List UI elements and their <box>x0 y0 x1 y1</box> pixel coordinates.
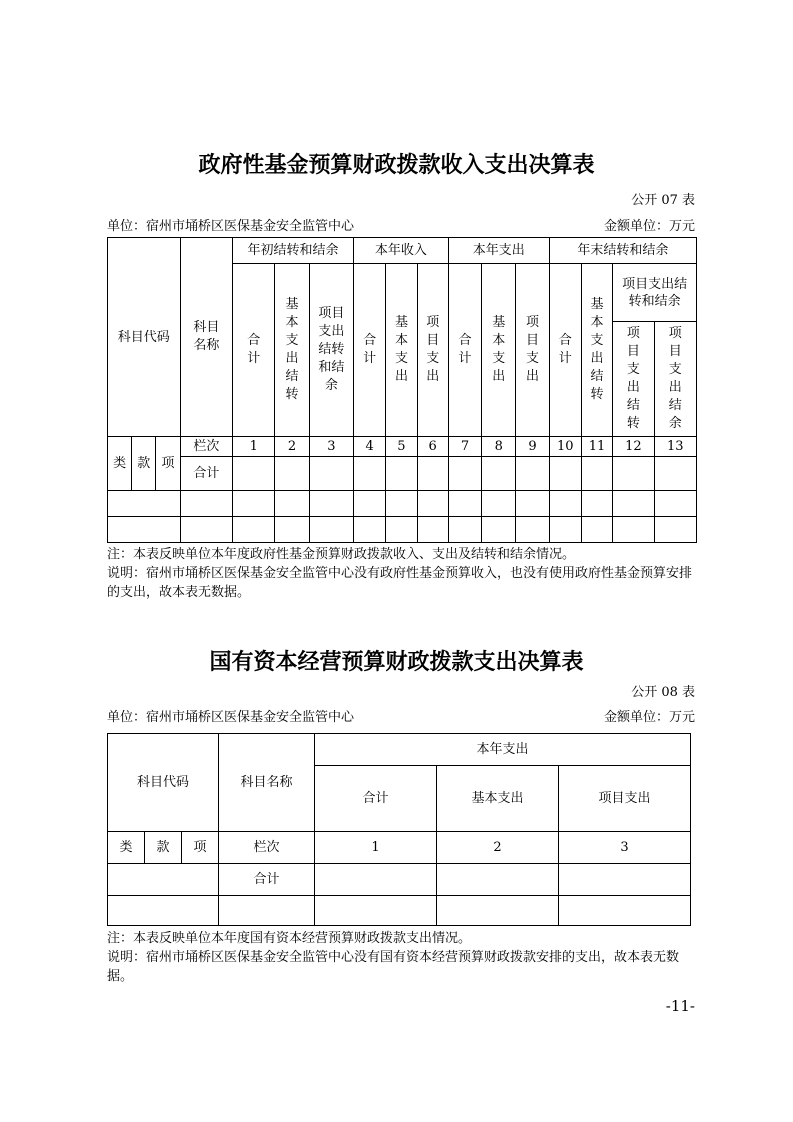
table-row <box>108 491 697 517</box>
t1-subject-code-header: 科目代码 <box>108 238 181 437</box>
t1-total-row-label: 合计 <box>180 457 232 491</box>
page-number: -11- <box>665 997 695 1015</box>
table1-note: 注：本表反映单位本年度政府性基金预算财政拨款收入、支出及结转和结余情况。 <box>107 547 576 562</box>
t2-total-header: 合计 <box>315 766 437 832</box>
t2-subject-name-header: 科目名称 <box>219 734 315 832</box>
t1-xiang: 项 <box>156 437 180 491</box>
t1-expense-header: 本年支出 <box>448 238 549 264</box>
t2-basic-header: 基本支出 <box>437 766 559 832</box>
t1-colno: 8 <box>482 437 516 457</box>
t1-colno: 10 <box>549 437 581 457</box>
table2-explanation: 说明：宿州市埇桥区医保基金安全监管中心没有国有资本经营预算财政拨款安排的支出，故本表无数据。 <box>107 950 680 984</box>
t1-kuan: 款 <box>132 437 156 491</box>
table1-amount-unit: 金额单位：万元 <box>603 219 695 234</box>
t1-colno: 3 <box>309 437 353 457</box>
t1-income-basic: 基本支出 <box>386 264 417 437</box>
t1-begin-project-carry: 项目支出结转和结余 <box>309 264 353 437</box>
table1-explanation: 说明：宿州市埇桥区医保基金安全监管中心没有政府性基金预算收入，也没有使用政府性基金预算安排的支出，故本表无数据。 <box>107 566 693 600</box>
t1-begin-basic-carry: 基本支出结转 <box>275 264 309 437</box>
table2-amount-unit: 金额单位：万元 <box>603 710 695 725</box>
table-row <box>108 896 691 926</box>
t1-expense-basic: 基本支出 <box>482 264 516 437</box>
table-row <box>108 517 697 543</box>
t2-colno: 2 <box>437 832 559 864</box>
t1-end-balance-header: 年末结转和结余 <box>549 238 696 264</box>
t2-colno: 3 <box>559 832 691 864</box>
table1-unit: 单位：宿州市埇桥区医保基金安全监管中心 <box>107 219 355 234</box>
t1-income-project: 项目支出 <box>417 264 448 437</box>
table2 <box>107 733 691 926</box>
t1-expense-total: 合计 <box>448 264 481 437</box>
t1-income-total: 合计 <box>354 264 386 437</box>
t2-expense-header: 本年支出 <box>315 734 691 766</box>
t2-colno: 1 <box>315 832 437 864</box>
t1-end-project-carry-sub: 项目支出结转 <box>613 322 654 437</box>
t1-end-project-carry: 项目支出结转和结余 <box>613 264 697 322</box>
t2-total-row-label: 合计 <box>219 864 315 896</box>
t1-income-header: 本年收入 <box>354 238 449 264</box>
table1-code: 公开 07 表 <box>631 193 695 208</box>
table2-unit: 单位：宿州市埇桥区医保基金安全监管中心 <box>107 710 355 725</box>
t1-begin-balance-header: 年初结转和结余 <box>233 238 354 264</box>
table2-title: 国有资本经营预算财政拨款支出决算表 <box>209 650 584 675</box>
t1-end-total: 合计 <box>549 264 581 437</box>
t2-column-no: 栏次 <box>219 832 315 864</box>
t1-colno: 12 <box>613 437 654 457</box>
t1-colno: 2 <box>275 437 309 457</box>
t2-kuan: 款 <box>145 832 182 864</box>
t1-colno: 5 <box>386 437 417 457</box>
t2-lei: 类 <box>108 832 145 864</box>
t1-colno: 7 <box>448 437 481 457</box>
t1-begin-total: 合计 <box>233 264 275 437</box>
t1-colno: 11 <box>581 437 612 457</box>
t1-end-basic-carry: 基本支出结转 <box>581 264 612 437</box>
t1-end-project-surplus-sub: 项目支出结余 <box>654 322 696 437</box>
t2-subject-code-header: 科目代码 <box>108 734 219 832</box>
t1-colno: 13 <box>654 437 696 457</box>
t1-colno: 4 <box>354 437 386 457</box>
table2-code: 公开 08 表 <box>631 685 695 700</box>
table1 <box>107 237 697 543</box>
t1-colno: 1 <box>233 437 275 457</box>
table1-title: 政府性基金预算财政拨款收入支出决算表 <box>198 153 595 178</box>
table2-note: 注：本表反映单位本年度国有资本经营预算财政拨款支出情况。 <box>107 931 472 946</box>
t2-xiang: 项 <box>182 832 219 864</box>
t1-colno: 6 <box>417 437 448 457</box>
t1-colno: 9 <box>516 437 549 457</box>
t1-column-no: 栏次 <box>180 437 232 457</box>
t1-expense-project: 项目支出 <box>516 264 549 437</box>
t1-lei: 类 <box>108 437 132 491</box>
t1-subject-name-header: 科目名称 <box>180 238 232 437</box>
t2-project-header: 项目支出 <box>559 766 691 832</box>
